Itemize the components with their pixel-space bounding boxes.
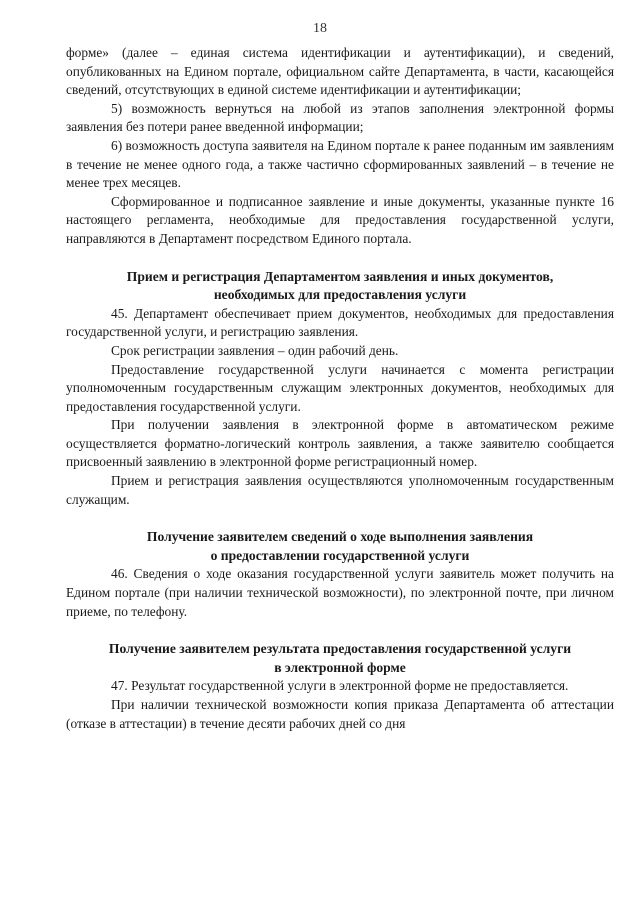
section-heading-progress: [66, 528, 614, 565]
heading-line: о предоставлении государственной услуги: [210, 547, 470, 563]
heading-line: Получение заявителем результата предоставления государственной услуги: [108, 641, 572, 657]
paragraph-order-copy: При наличии технической возможности копия приказа Департамента об аттестации (отказе в аттестации) в течение десяти рабочих дней со дня: [66, 697, 614, 731]
heading-line: в электронной форме: [274, 659, 406, 675]
paragraph-46: 46. Сведения о ходе оказания государственной услуги заявитель может получить на Едином портале (при наличии технической возможности), по электронной почте, при личном приеме, по телефону.: [66, 566, 614, 619]
paragraph-registration-term: Срок регистрации заявления – один рабочий день.: [111, 342, 399, 358]
paragraph-submission: Сформированное и подписанное заявление и иные документы, указанные пункте 16 настоящего регламента, необходимые для предоставления государственной услуги, направляются в Департамент посредством Единого портала.: [66, 193, 614, 246]
paragraph-identification: форме» (далее – единая система идентификации и аутентификации), и сведений, опубликованных на Едином портале, официальном сайте Департамента, в части, касающейся сведений, отсутствующих в единой системе идентификации и аутентификации;: [66, 45, 614, 98]
heading-line: Получение заявителем сведений о ходе выполнения заявления: [146, 529, 534, 545]
paragraph-reception: Прием и регистрация заявления осуществляются уполномоченным государственным служащим.: [66, 473, 614, 507]
heading-line: Прием и регистрация Департаментом заявления и иных документов,: [126, 268, 554, 284]
heading-line: необходимых для предоставления услуги: [213, 287, 467, 303]
paragraph-47: 47. Результат государственной услуги в электронной форме не предоставляется.: [111, 678, 569, 694]
page-number: 18: [313, 21, 327, 36]
paragraph-item-5: 5) возможность вернуться на любой из этапов заполнения электронной формы заявления без потери ранее введенной информации;: [66, 100, 614, 135]
section-heading-registration: [66, 268, 614, 305]
paragraph-service-start: Предоставление государственной услуги начинается с момента регистрации уполномоченным государственным служащим электронных документов, необходимых для предоставления государственной услуги.: [66, 361, 614, 414]
paragraph-format-control: При получении заявления в электронной форме в автоматическом режиме осуществляется форматно-логический контроль заявления, а также заявителю сообщается присвоенный заявлению в электронной форме регистрационный номер.: [66, 417, 614, 470]
document-body: [66, 44, 614, 733]
paragraph-45: 45. Департамент обеспечивает прием документов, необходимых для предоставления государственной услуги, и регистрацию заявления.: [66, 305, 614, 340]
paragraph-item-6: 6) возможность доступа заявителя на Едином портале к ранее поданным им заявлениям в течение не менее одного года, а также частично сформированных заявлений – в течение не менее трех месяцев.: [66, 137, 614, 191]
section-heading-result: [66, 640, 614, 677]
